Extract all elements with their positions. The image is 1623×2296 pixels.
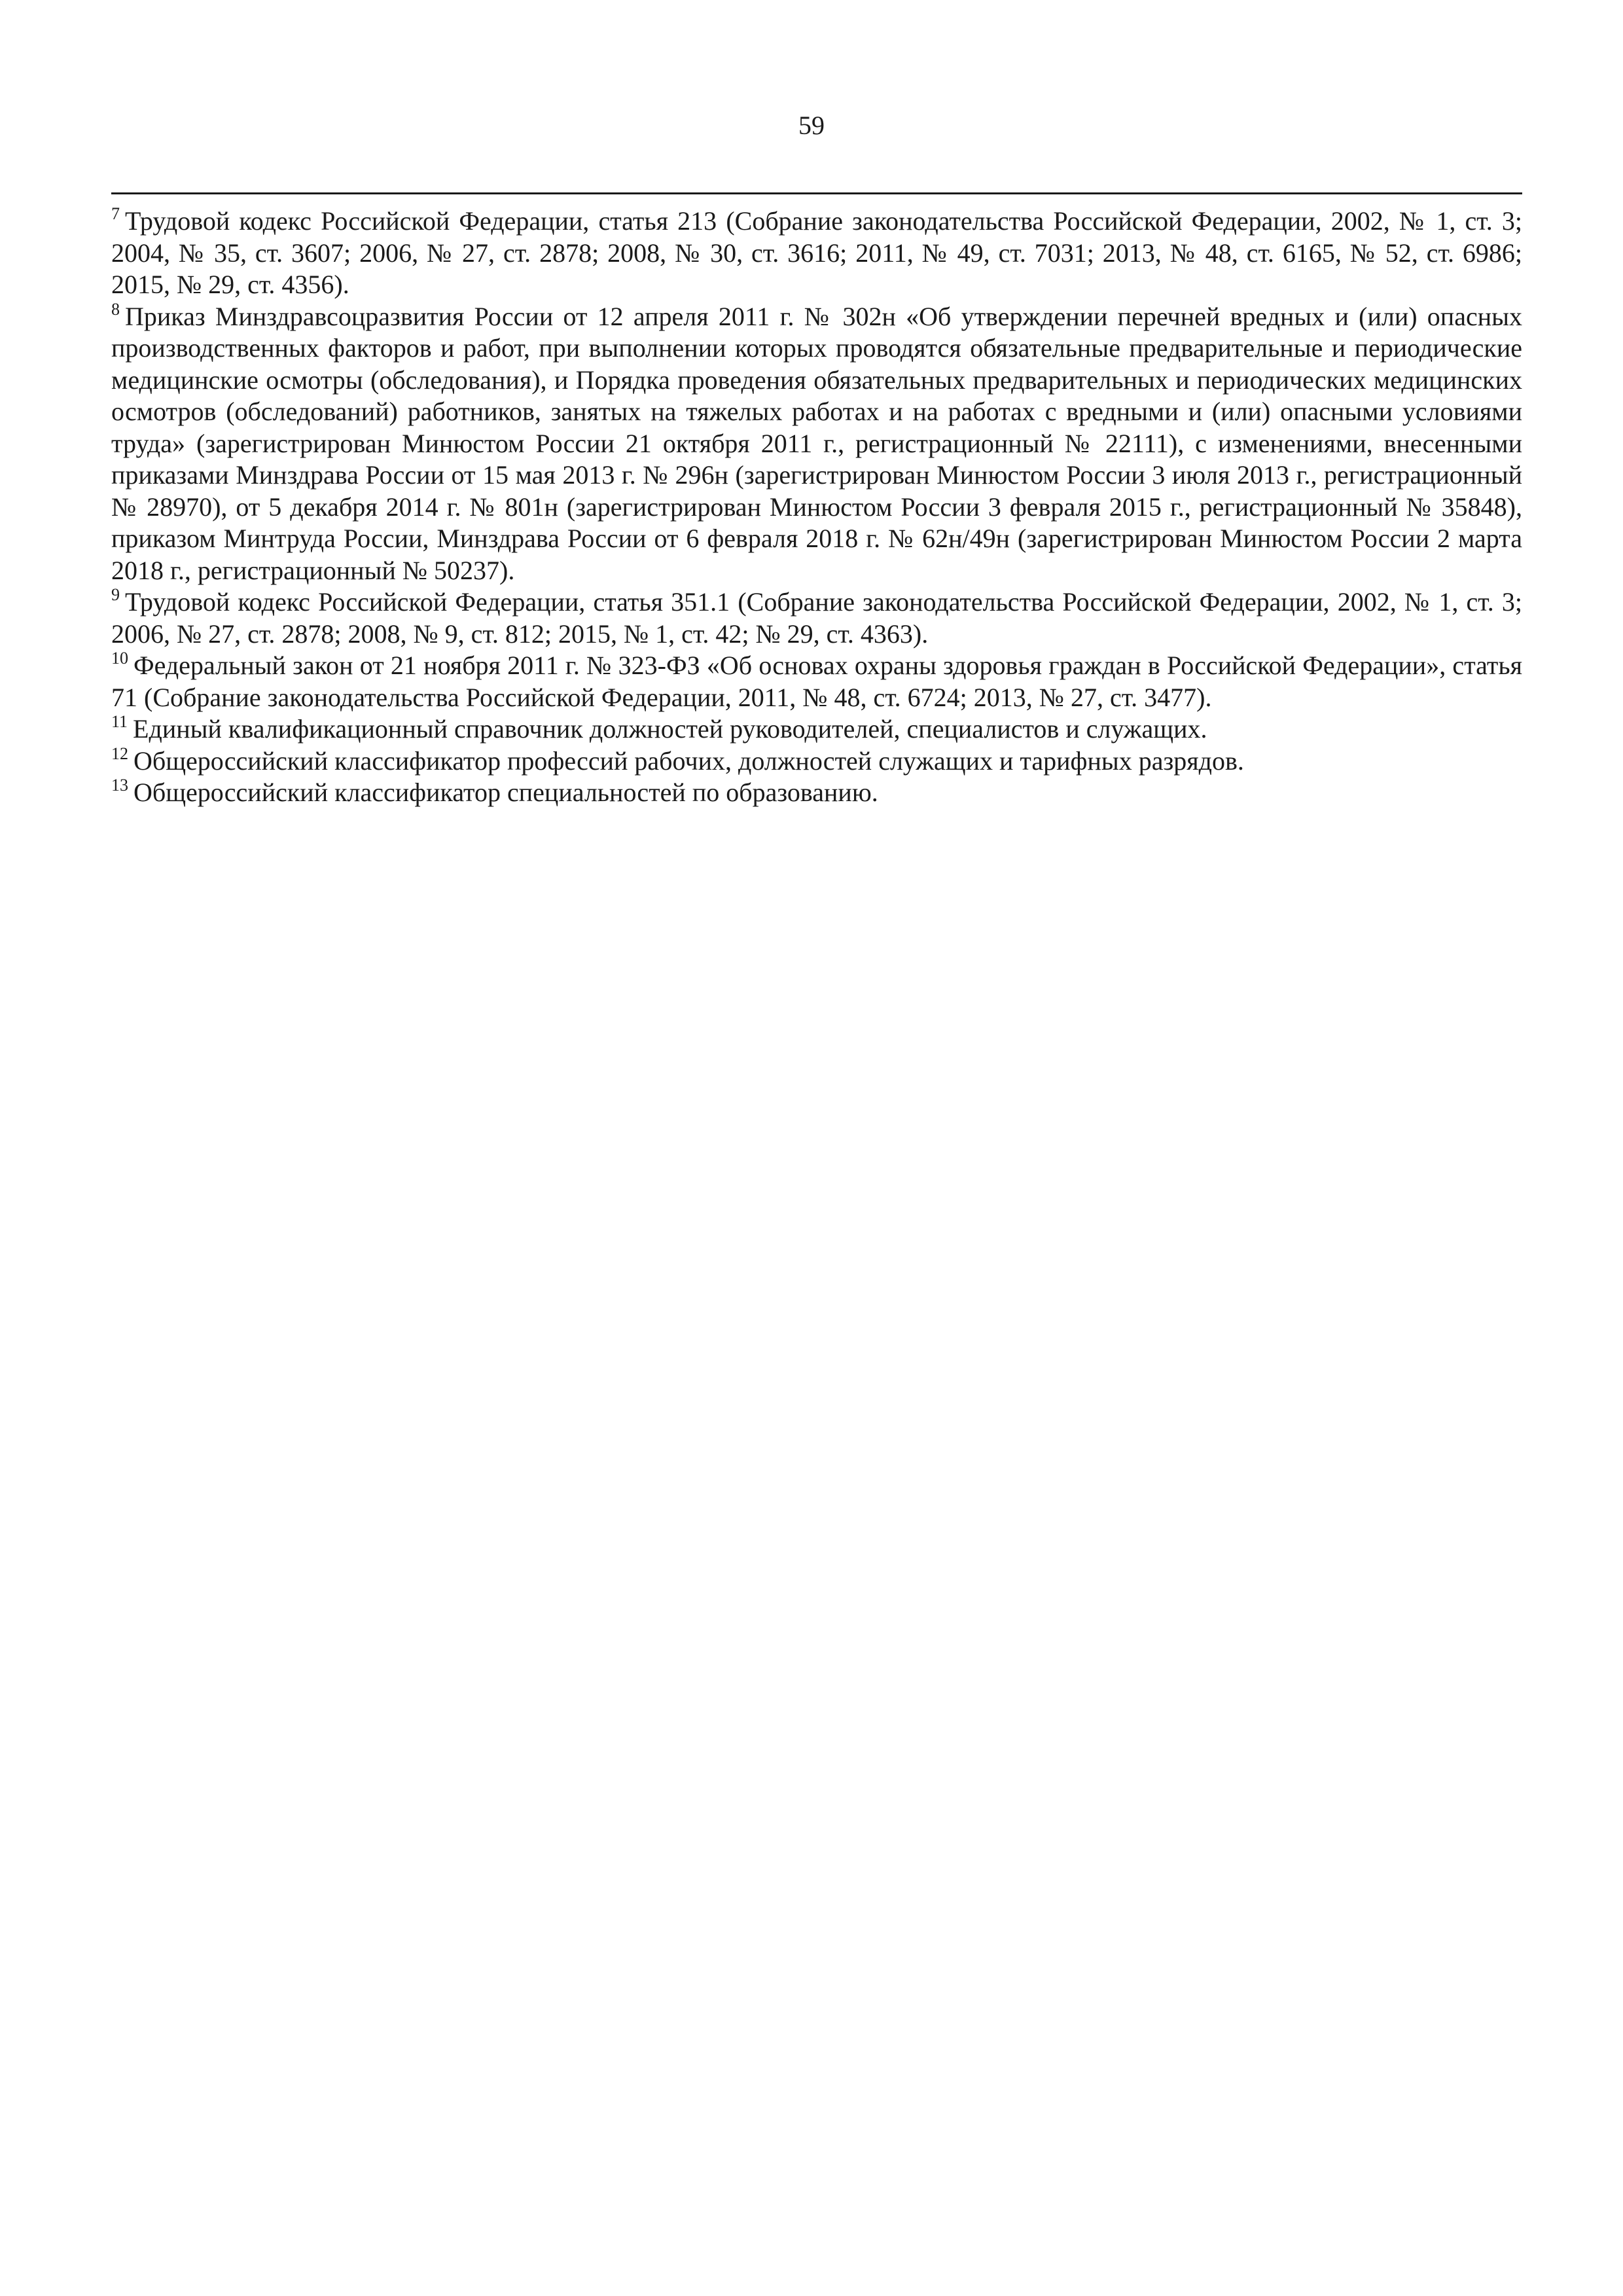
footnote-text: Общероссийский классификатор профессий рабочих, должностей служащих и тарифных разрядов. (134, 745, 1244, 776)
footnote-9 (111, 586, 1522, 650)
footnote-marker: 8 (111, 299, 120, 319)
footnote-marker: 7 (111, 204, 120, 223)
footnote-13 (111, 777, 1522, 809)
footnote-marker: 13 (111, 776, 128, 795)
footnote-text: Трудовой кодекс Российской Федерации, статья 213 (Собрание законодательства Российской Федерации, 2002, № 1, ст. 3; 2004, № 35, ст. 3607; 2006, № 27, ст. 2878; 2008, № 30, ст. 3616; 2011, № 49, ст. 7031; 2013, № 48, ст. 6165, № 52, ст. 6986; 2015, № 29, ст. 4356). (111, 206, 1522, 299)
footnote-text: Приказ Минздравсоцразвития России от 12 апреля 2011 г. № 302н «Об утверждении перечней вредных и (или) опасных производственных факторов и работ, при выполнении которых проводятся обязательные предварительные и периодические медицинские осмотры (обследования), и Порядка проведения обязательных предварительных и периодических медицинских осмотров (обследований) работников, занятых на тяжелых работах и на работах с вредными и (или) опасными условиями труда» (зарегистрирован Минюстом России 21 октября 2011 г., регистрационный № 22111), с изменениями, внесенными приказами Минздрава России от 15 мая 2013 г. № 296н (зарегистрирован Минюстом России 3 июля 2013 г., регистрационный № 28970), от 5 декабря 2014 г. № 801н (зарегистрирован Минюстом России 3 февраля 2015 г., регистрационный № 35848), приказом Минтруда России, Минздрава России от 6 февраля 2018 г. № 62н/49н (зарегистрирован Минюстом России 2 марта 2018 г., регистрационный № 50237). (111, 301, 1522, 585)
footnote-11 (111, 713, 1522, 745)
footnote-text: Трудовой кодекс Российской Федерации, статья 351.1 (Собрание законодательства Российской Федерации, 2002, № 1, ст. 3; 2006, № 27, ст. 2878; 2008, № 9, ст. 812; 2015, № 1, ст. 42; № 29, ст. 4363). (111, 587, 1522, 649)
footnote-10 (111, 650, 1522, 713)
footnote-8 (111, 301, 1522, 587)
footnote-marker: 9 (111, 585, 120, 604)
footnote-separator (111, 192, 1522, 194)
page-number: 59 (798, 111, 825, 140)
footnote-marker: 11 (111, 712, 128, 731)
footnote-marker: 12 (111, 744, 128, 763)
footnotes-section (111, 206, 1522, 809)
footnote-7 (111, 206, 1522, 301)
footnote-text: Федеральный закон от 21 ноября 2011 г. № 323-ФЗ «Об основах охраны здоровья граждан в Российской Федерации», статья 71 (Собрание законодательства Российской Федерации, 2011, № 48, ст. 6724; 2013, № 27, ст. 3477). (111, 651, 1522, 712)
footnote-text: Единый квалификационный справочник должностей руководителей, специалистов и служащих. (133, 714, 1207, 744)
footnote-marker: 10 (111, 649, 128, 668)
footnote-text: Общероссийский классификатор специальностей по образованию. (134, 778, 878, 807)
footnote-12 (111, 745, 1522, 778)
